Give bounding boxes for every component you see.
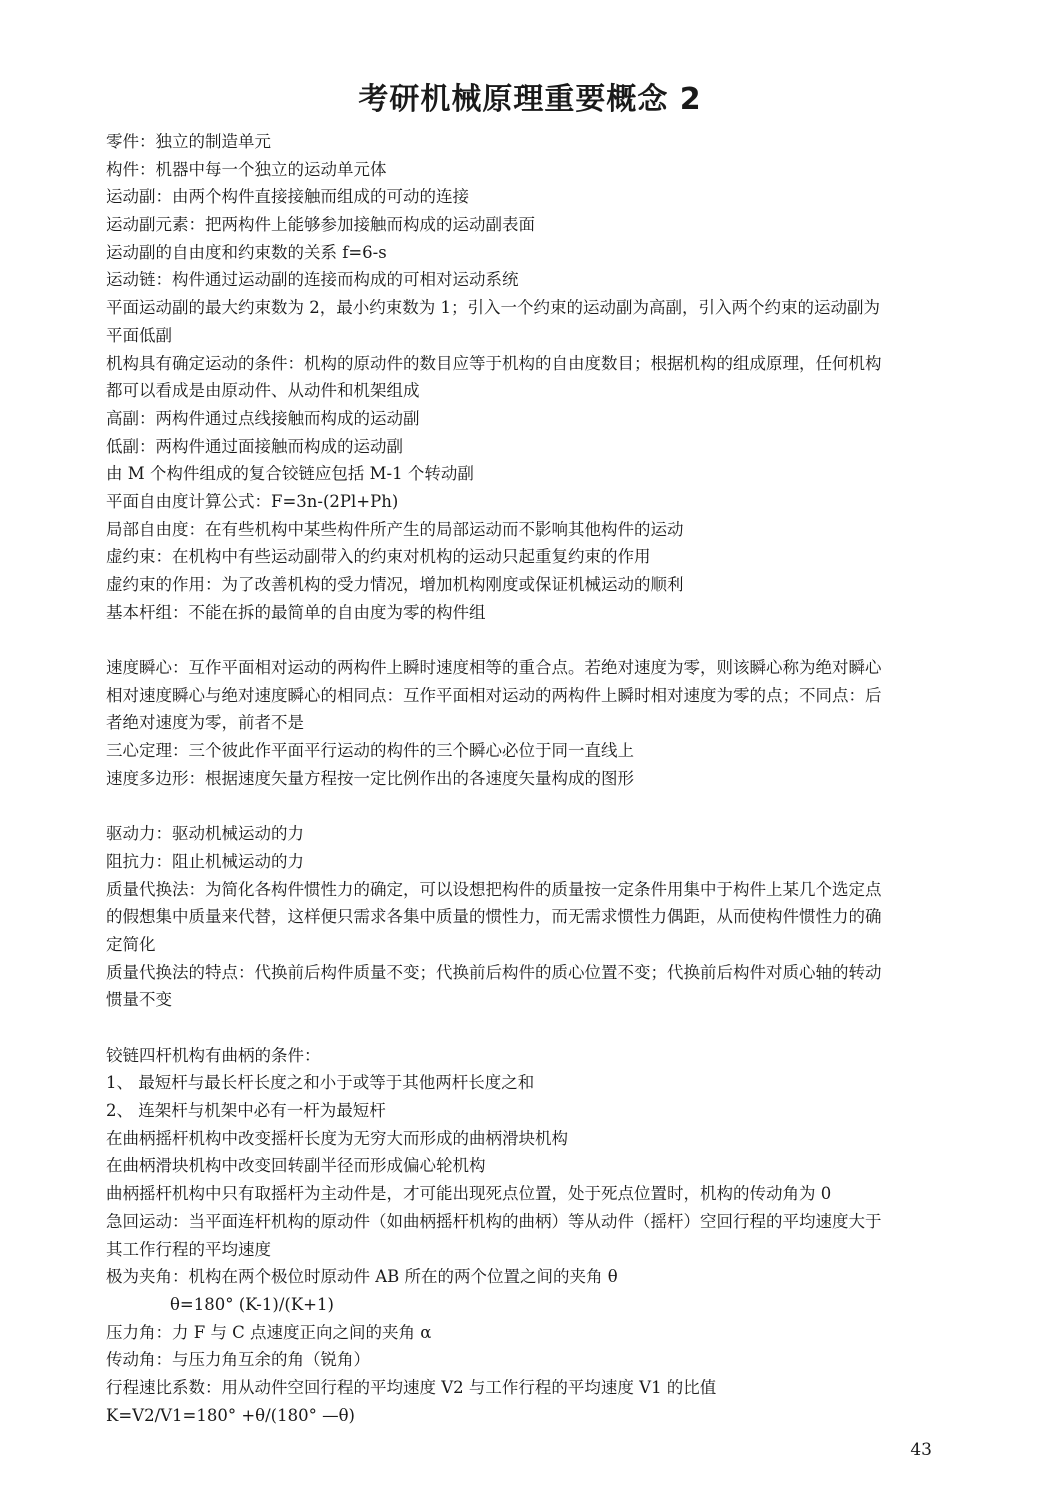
text-line: 压力角：力 F 与 C 点速度正向之间的夹角 α	[106, 1322, 432, 1342]
text-line: 平面自由度计算公式：F=3n-(2Pl+Ph)	[106, 491, 399, 511]
text-line: 基本杆组：不能在拆的最简单的自由度为零的构件组	[106, 602, 486, 622]
text-line: 构件：机器中每一个独立的运动单元体	[106, 159, 387, 179]
page-title: 考研机械原理重要概念 2	[358, 82, 702, 117]
text-line: 在曲柄摇杆机构中改变摇杆长度为无穷大而形成的曲柄滑块机构	[106, 1128, 568, 1148]
text-line: 都可以看成是由原动件、从动件和机架组成	[106, 381, 420, 401]
text-line: 行程速比系数：用从动件空回行程的平均速度 V2 与工作行程的平均速度 V1 的比值	[106, 1377, 717, 1397]
text-line: 运动链：构件通过运动副的连接而构成的可相对运动系统	[106, 270, 519, 290]
text-line: 定简化	[106, 934, 156, 954]
text-line: 极为夹角：机构在两个极位时原动件 AB 所在的两个位置之间的夹角 θ	[106, 1267, 618, 1287]
text-line: 惯量不变	[106, 990, 172, 1010]
text-line: 虚约束的作用：为了改善机构的受力情况，增加机构刚度或保证机械运动的顺利	[106, 575, 684, 594]
text-line: 低副：两构件通过面接触而构成的运动副	[106, 436, 403, 456]
text-line: 其工作行程的平均速度	[106, 1239, 271, 1259]
text-line: 速度多边形：根据速度矢量方程按一定比例作出的各速度矢量构成的图形	[106, 768, 634, 788]
text-line: 在曲柄滑块机构中改变回转副半径而形成偏心轮机构	[106, 1156, 486, 1176]
text-line: 质量代换法的特点：代换前后构件质量不变；代换前后构件的质心位置不变；代换前后构件对质心轴的转动	[106, 962, 882, 982]
text-line: 质量代换法：为简化各构件惯性力的确定，可以设想把构件的质量按一定条件用集中于构件上某几个选定点	[106, 879, 882, 899]
text-line: 三心定理：三个彼此作平面平行运动的构件的三个瞬心必位于同一直线上	[106, 741, 634, 761]
text-line: 机构具有确定运动的条件：机构的原动件的数目应等于机构的自由度数目；根据机构的组成原理，任何机构	[106, 353, 882, 373]
text-line: 局部自由度：在有些机构中某些构件所产生的局部运动而不影响其他构件的运动	[106, 519, 684, 539]
text-line: 高副：两构件通过点线接触而构成的运动副	[106, 408, 420, 428]
text-line: 速度瞬心：互作平面相对运动的两构件上瞬时速度相等的重合点。若绝对速度为零，则该瞬心称为绝对瞬心	[106, 658, 882, 678]
text-line: 相对速度瞬心与绝对速度瞬心的相同点：互作平面相对运动的两构件上瞬时相对速度为零的点；不同点：后	[106, 685, 882, 705]
blank-line	[106, 793, 986, 821]
text-line: 运动副的自由度和约束数的关系 f=6-s	[106, 242, 387, 262]
text-line: 者绝对速度为零，前者不是	[106, 713, 304, 733]
text-line: 运动副：由两个构件直接接触而组成的可动的连接	[106, 187, 469, 207]
text-line: 虚约束：在机构中有些运动副带入的约束对机构的运动只起重复约束的作用	[106, 547, 651, 567]
formula-line: K=V2/V1=180° +θ/(180° —θ)	[106, 1405, 355, 1425]
text-line: 传动角：与压力角互余的角（锐角）	[106, 1350, 370, 1370]
text-line: 零件：独立的制造单元	[106, 132, 271, 151]
document-body	[106, 128, 986, 1429]
text-line: 运动副元素：把两构件上能够参加接触而构成的运动副表面	[106, 215, 535, 235]
formula-line: θ=180° (K-1)/(K+1)	[170, 1294, 334, 1314]
text-line: 铰链四杆机构有曲柄的条件：	[106, 1045, 321, 1065]
blank-line	[106, 1014, 986, 1042]
text-line: 2、 连架杆与机架中必有一杆为最短杆	[106, 1101, 386, 1121]
text-line: 的假想集中质量来代替，这样便只需求各集中质量的惯性力，而无需求惯性力偶距，从而使构件惯性力的确	[106, 907, 882, 927]
text-line: 平面运动副的最大约束数为 2，最小约束数为 1；引入一个约束的运动副为高副，引入两个约束的运动副为	[106, 298, 880, 318]
text-line: 急回运动：当平面连杆机构的原动件（如曲柄摇杆机构的曲柄）等从动件（摇杆）空回行程的平均速度大于	[106, 1211, 882, 1231]
text-line: 1、 最短杆与最长杆长度之和小于或等于其他两杆长度之和	[106, 1073, 535, 1093]
text-line: 由 M 个构件组成的复合铰链应包括 M-1 个转动副	[106, 464, 474, 484]
text-line: 驱动力：驱动机械运动的力	[106, 824, 304, 844]
text-line: 平面低副	[106, 325, 172, 345]
blank-line	[106, 626, 986, 654]
page-number: 43	[910, 1440, 932, 1460]
text-line: 曲柄摇杆机构中只有取摇杆为主动件是，才可能出现死点位置，处于死点位置时，机构的传动角为 0	[106, 1184, 832, 1204]
text-line: 阻抗力：阻止机械运动的力	[106, 851, 304, 871]
